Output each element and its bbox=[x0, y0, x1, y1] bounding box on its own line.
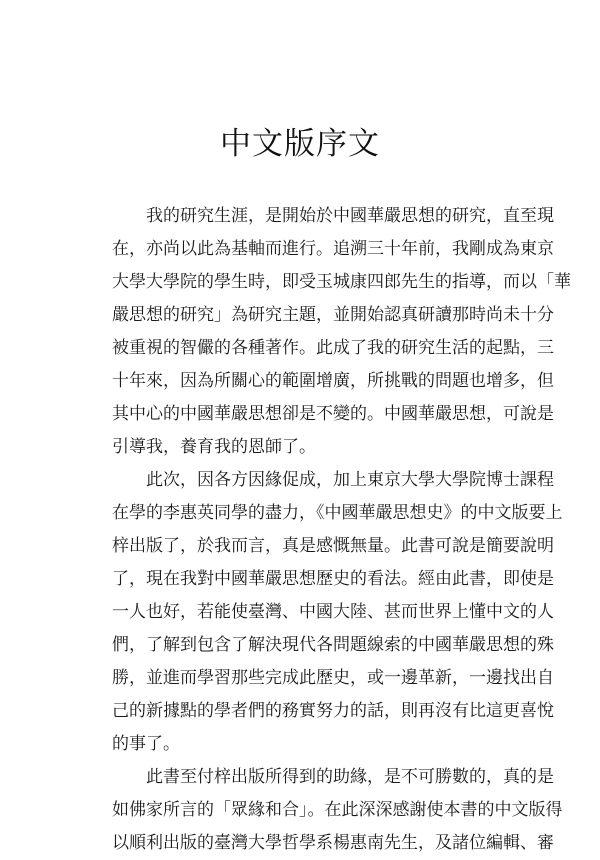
text-line: 在學的李惠英同學的盡力，《中國華嚴思想史》的中文版要上 bbox=[112, 503, 563, 523]
text-line: 嚴思想的研究」為研究主題，並開始認真研讀那時尚未十分 bbox=[112, 305, 554, 325]
text-line: 我的研究生涯，是開始於中國華嚴思想的研究，直至現 bbox=[146, 206, 554, 226]
text-line: 以順利出版的臺灣大學哲學系楊惠南先生，及諸位編輯、審 bbox=[112, 833, 554, 853]
text-line: 勝，並進而學習那些完成此歷史，或一邊革新，一邊找出自 bbox=[112, 668, 554, 688]
paragraph-3 bbox=[112, 761, 563, 860]
text-line: 其中心的中國華嚴思想卻是不變的。中國華嚴思想，可說是 bbox=[112, 404, 554, 424]
text-line: 在，亦尚以此為基軸而進行。追溯三十年前，我剛成為東京 bbox=[112, 239, 554, 259]
text-line: 此次，因各方因緣促成，加上東京大學大學院博士課程 bbox=[146, 470, 554, 490]
text-line: 如佛家所言的「眾緣和合」。在此深深感謝使本書的中文版得 bbox=[112, 800, 563, 820]
text-line: 大學大學院的學生時，即受玉城康四郎先生的指導，而以「華 bbox=[112, 272, 571, 292]
text-line: 十年來，因為所關心的範圍增廣，所挑戰的問題也增多，但 bbox=[112, 371, 554, 391]
page-title: 中文版序文 bbox=[220, 126, 380, 162]
paragraph-2 bbox=[112, 464, 563, 761]
paragraph-1 bbox=[112, 200, 571, 464]
text-line: 引導我，養育我的恩師了。 bbox=[112, 437, 316, 457]
text-line: 一人也好，若能使臺灣、中國大陸、甚而世界上懂中文的人 bbox=[112, 602, 554, 622]
text-line: 的事了。 bbox=[112, 734, 180, 754]
text-line: 被重視的智儼的各種著作。此成了我的研究生活的起點，三 bbox=[112, 338, 554, 358]
body-text bbox=[112, 200, 571, 860]
text-line: 們，了解到包含了解決現代各問題線索的中國華嚴思想的殊 bbox=[112, 635, 554, 655]
text-line: 了，現在我對中國華嚴思想歷史的看法。經由此書，即使是 bbox=[112, 569, 554, 589]
text-line: 己的新據點的學者們的務實努力的話，則再沒有比這更喜悅 bbox=[112, 701, 554, 721]
text-line: 梓出版了，於我而言，真是感慨無量。此書可說是簡要說明 bbox=[112, 536, 554, 556]
text-line: 此書至付梓出版所得到的助緣，是不可勝數的，真的是 bbox=[146, 767, 554, 787]
